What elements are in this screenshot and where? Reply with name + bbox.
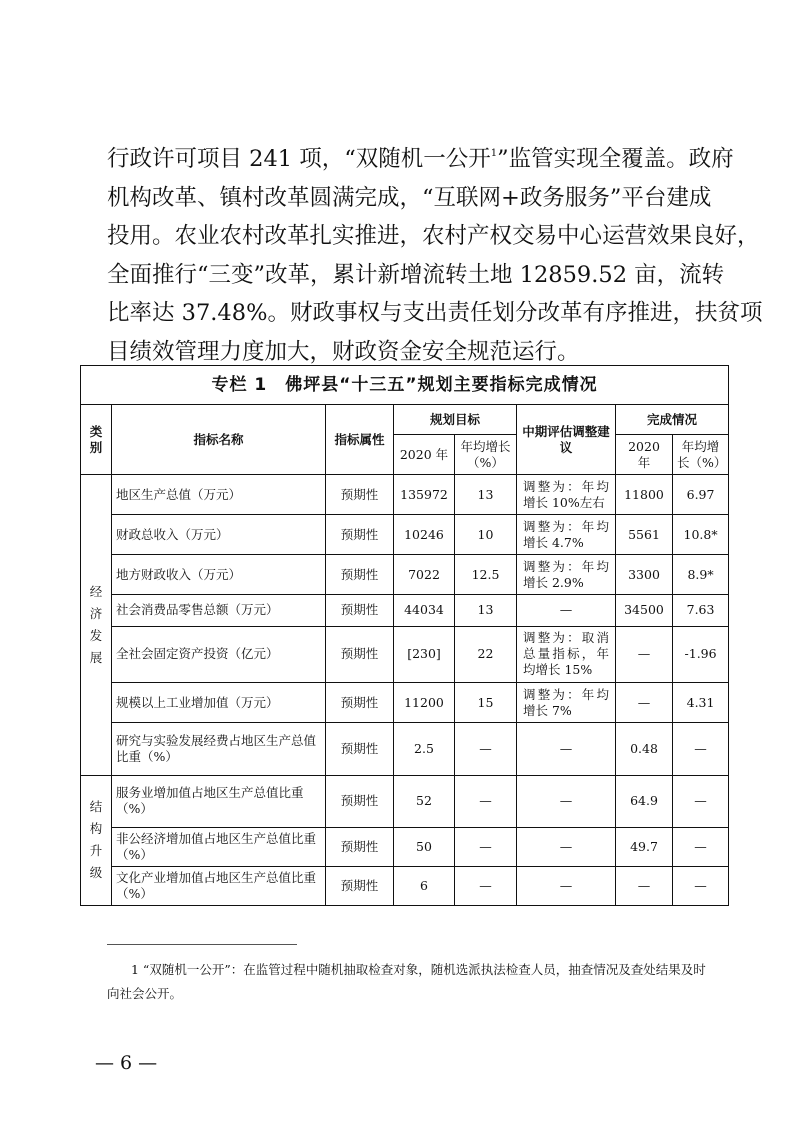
done-growth-cell: 7.63 [673, 595, 729, 627]
body-paragraph [107, 140, 763, 371]
done-2020-cell: 11800 [616, 475, 673, 515]
table-row [81, 515, 729, 555]
table-row [81, 683, 729, 723]
table-row [81, 867, 729, 906]
done-2020-cell: 49.7 [616, 828, 673, 867]
indicator-attr-cell: 预期性 [326, 828, 394, 867]
done-growth-cell: 4.31 [673, 683, 729, 723]
category-cell: 结构升级 [81, 775, 112, 905]
table-row [81, 475, 729, 515]
done-growth-cell: — [673, 723, 729, 776]
done-2020-cell: 3300 [616, 555, 673, 595]
midterm-adjust-cell: — [517, 867, 616, 906]
header-indicator-attr: 指标属性 [326, 404, 394, 474]
table-row [81, 723, 729, 776]
midterm-adjust-cell: 调整为：取消总量指标，年均增长 15% [517, 626, 616, 683]
indicator-name-cell: 全社会固定资产投资（亿元） [112, 626, 326, 683]
done-growth-cell: — [673, 828, 729, 867]
header-done-2020: 2020 年 [616, 435, 673, 475]
header-plan-target: 规划目标 [394, 404, 517, 434]
paragraph-line: 机构改革、镇村改革圆满完成，“互联网+政务服务”平台建成 [107, 184, 712, 211]
paragraph-line [107, 140, 734, 179]
indicator-attr-cell: 预期性 [326, 626, 394, 683]
plan-2020-cell: 2.5 [394, 723, 455, 776]
header-midterm-adjust: 中期评估调整建议 [517, 404, 616, 474]
done-growth-cell: 6.97 [673, 475, 729, 515]
done-2020-cell: — [616, 867, 673, 906]
indicator-name-cell: 研究与实验发展经费占地区生产总值比重（%） [112, 723, 326, 776]
indicator-name-cell: 规模以上工业增加值（万元） [112, 683, 326, 723]
indicator-name-cell: 社会消费品零售总额（万元） [112, 595, 326, 627]
plan-2020-cell: 44034 [394, 595, 455, 627]
indicator-name-cell: 非公经济增加值占地区生产总值比重（%） [112, 828, 326, 867]
indicator-attr-cell: 预期性 [326, 555, 394, 595]
midterm-adjust-cell: 调整为：年均增长 4.7% [517, 515, 616, 555]
paragraph-line: 比率达 37.48%。财政事权与支出责任划分改革有序推进，扶贫项 [107, 300, 763, 326]
plan-2020-cell: 50 [394, 828, 455, 867]
done-growth-cell: 10.8* [673, 515, 729, 555]
header-plan-growth: 年均增长（%） [455, 435, 517, 475]
midterm-adjust-cell: — [517, 828, 616, 867]
done-2020-cell: 64.9 [616, 775, 673, 828]
paragraph-line: 投用。农业农村改革扎实推进，农村产权交易中心运营效果良好， [107, 223, 760, 249]
paragraph-line: 全面推行“三变”改革，累计新增流转土地 12859.52 亩，流转 [107, 261, 725, 288]
plan-growth-cell: 12.5 [455, 555, 517, 595]
paragraph-text: 行政许可项目 241 项，“双随机一公开 [107, 146, 491, 172]
midterm-adjust-cell: — [517, 723, 616, 776]
plan-growth-cell: — [455, 867, 517, 906]
plan-2020-cell: 6 [394, 867, 455, 906]
done-growth-cell: -1.96 [673, 626, 729, 683]
table-row [81, 626, 729, 683]
header-plan-2020: 2020 年 [394, 435, 455, 475]
midterm-adjust-cell: 调整为：年均增长 10%左右 [517, 475, 616, 515]
done-2020-cell: — [616, 626, 673, 683]
table-row [81, 775, 729, 828]
plan-2020-cell: [230] [394, 626, 455, 683]
indicator-attr-cell: 预期性 [326, 775, 394, 828]
plan-growth-cell: 22 [455, 626, 517, 683]
table-row [81, 828, 729, 867]
plan-growth-cell: 10 [455, 515, 517, 555]
plan-2020-cell: 10246 [394, 515, 455, 555]
midterm-adjust-cell: 调整为：年均增长 2.9% [517, 555, 616, 595]
done-2020-cell: 34500 [616, 595, 673, 627]
footnote-divider [107, 944, 297, 945]
plan-2020-cell: 52 [394, 775, 455, 828]
plan-growth-cell: 15 [455, 683, 517, 723]
table-row [81, 595, 729, 627]
indicator-attr-cell: 预期性 [326, 683, 394, 723]
header-category: 类别 [81, 404, 112, 474]
midterm-adjust-cell: — [517, 775, 616, 828]
header-done-growth: 年均增长（%） [673, 435, 729, 475]
page-number: — 6 — [95, 1052, 158, 1074]
indicator-attr-cell: 预期性 [326, 515, 394, 555]
done-2020-cell: 5561 [616, 515, 673, 555]
paragraph-text: ”监管实现全覆盖。政府 [497, 146, 734, 172]
plan-growth-cell: — [455, 723, 517, 776]
done-growth-cell: — [673, 775, 729, 828]
indicator-attr-cell: 预期性 [326, 475, 394, 515]
plan-2020-cell: 7022 [394, 555, 455, 595]
indicator-attr-cell: 预期性 [326, 595, 394, 627]
done-growth-cell: — [673, 867, 729, 906]
header-completion: 完成情况 [616, 404, 729, 434]
indicator-name-cell: 服务业增加值占地区生产总值比重（%） [112, 775, 326, 828]
indicator-name-cell: 财政总收入（万元） [112, 515, 326, 555]
plan-growth-cell: 13 [455, 475, 517, 515]
plan-growth-cell: — [455, 775, 517, 828]
indicator-table [80, 365, 729, 906]
paragraph-line: 目绩效管理力度加大，财政资金安全规范运行。 [107, 338, 580, 365]
done-2020-cell: 0.48 [616, 723, 673, 776]
done-2020-cell: — [616, 683, 673, 723]
category-cell: 经济发展 [81, 475, 112, 775]
header-indicator-name: 指标名称 [112, 404, 326, 474]
indicator-name-cell: 地区生产总值（万元） [112, 475, 326, 515]
midterm-adjust-cell: 调整为：年均增长 7% [517, 683, 616, 723]
indicator-name-cell: 文化产业增加值占地区生产总值比重（%） [112, 867, 326, 906]
indicator-attr-cell: 预期性 [326, 723, 394, 776]
table-row [81, 555, 729, 595]
footnote-marker[interactable]: 1 [490, 148, 498, 159]
plan-growth-cell: 13 [455, 595, 517, 627]
done-growth-cell: 8.9* [673, 555, 729, 595]
plan-growth-cell: — [455, 828, 517, 867]
indicator-name-cell: 地方财政收入（万元） [112, 555, 326, 595]
midterm-adjust-cell: — [517, 595, 616, 627]
plan-2020-cell: 11200 [394, 683, 455, 723]
table-title: 专栏 1 佛坪县“十三五”规划主要指标完成情况 [81, 366, 729, 405]
plan-2020-cell: 135972 [394, 475, 455, 515]
indicator-attr-cell: 预期性 [326, 867, 394, 906]
footnote-text: 1 “双随机一公开”：在监管过程中随机抽取检查对象，随机选派执法检查人员，抽查情况及查处结果及时向社会公开。 [107, 962, 706, 1001]
